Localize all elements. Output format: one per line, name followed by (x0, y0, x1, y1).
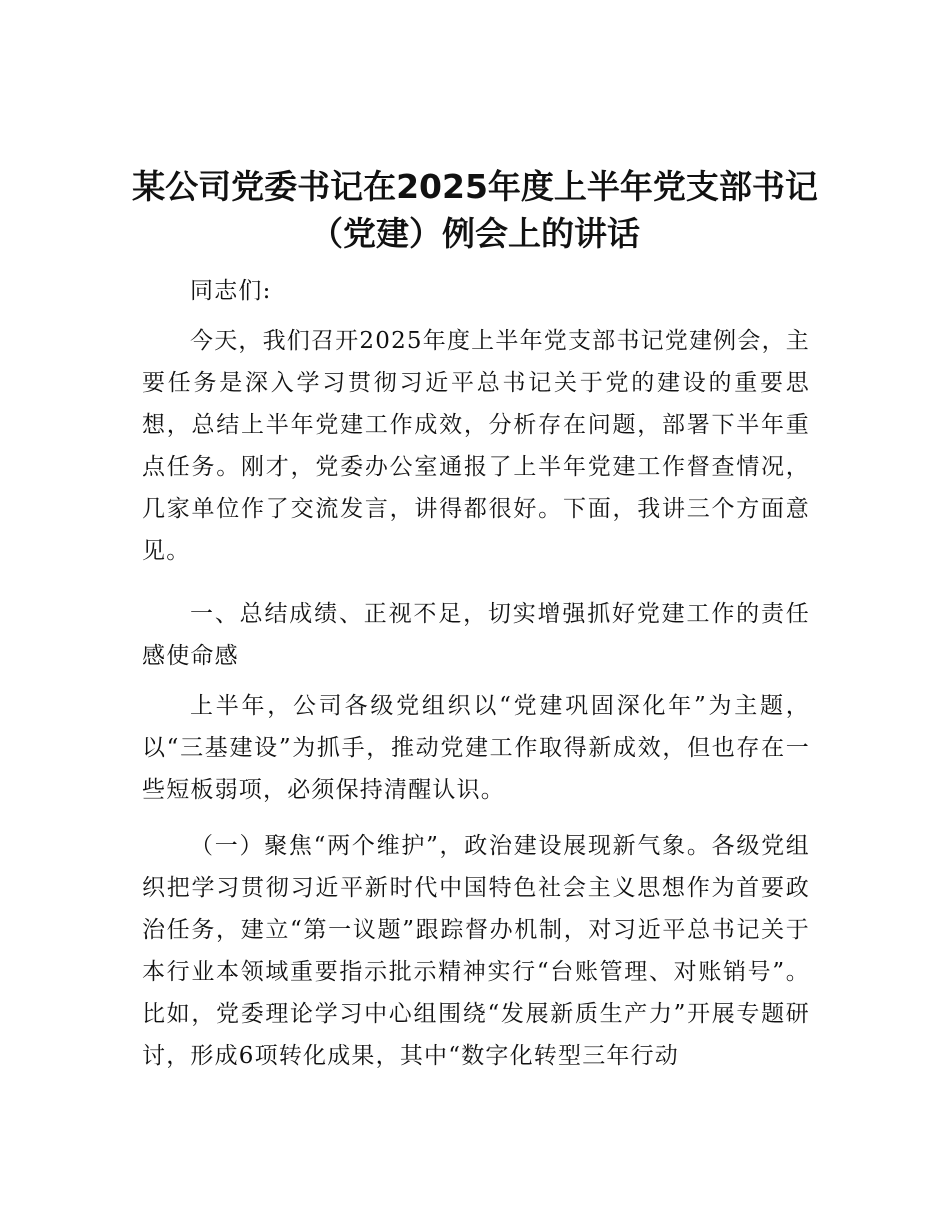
salutation: 同志们: (190, 278, 272, 304)
paragraph-opening: 今天，我们召开2025年度上半年党支部书记党建例会，主要任务是深入学习贯彻习近平总书记关于党的建设的重要思想，总结上半年党建工作成效，分析存在问题，部署下半年重点任务。刚才，党委办公室通报了上半年党建工作督查情况，几家单位作了交流发言，讲得都很好。下面，我讲三个方面意见。 (142, 328, 810, 564)
document-title-line-1: 某公司党委书记在2025年度上半年党支部书记 (132, 167, 818, 206)
section-heading-1: 一、总结成绩、正视不足，切实增强抓好党建工作的责任感使命感 (142, 601, 810, 669)
paragraph-summary: 上半年，公司各级党组织以“党建巩固深化年”为主题，以“三基建设”为抓手，推动党建工作取得新成效，但也存在一些短板弱项，必须保持清醒认识。 (142, 693, 810, 803)
document-title-line-2: （党建）例会上的讲话 (310, 214, 640, 253)
paragraph-subsection-1: （一）聚焦“两个维护”，政治建设展现新气象。各级党组织把学习贯彻习近平新时代中国特色社会主义思想作为首要政治任务，建立“第一议题”跟踪督办机制，对习近平总书记关于本行业本领域重要指示批示精神实行“台账管理、对账销号”。比如，党委理论学习中心组围绕“发展新质生产力”开展专题研讨，形成6项转化成果，其中“数字化转型三年行动 (142, 833, 810, 1069)
